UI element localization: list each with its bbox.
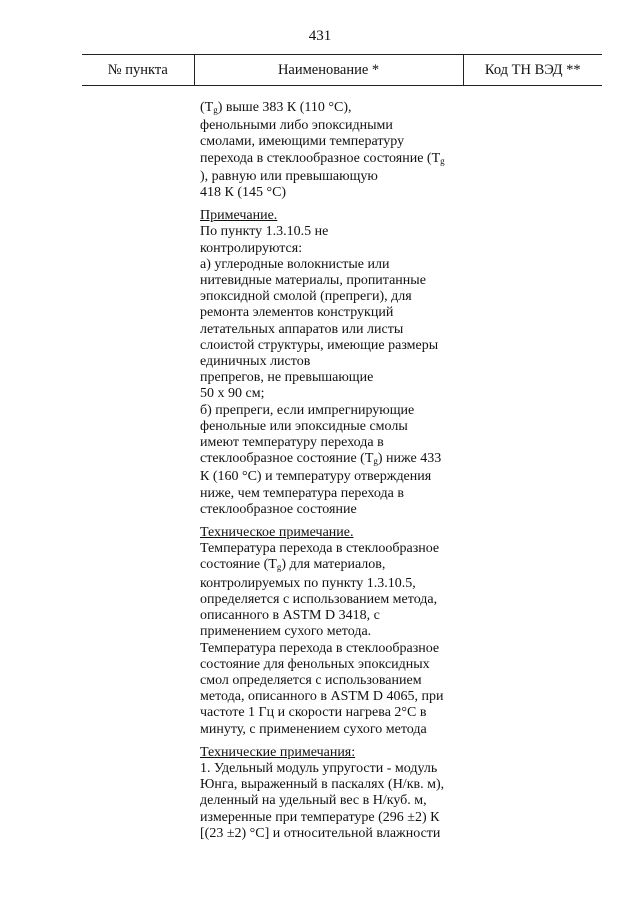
text-line: б) препреги, если импрегнирующие (200, 402, 415, 418)
text-line: препрегов, не превышающие (200, 370, 374, 386)
text-line: эпоксидной смолой (препреги), для (200, 289, 412, 305)
text-line: стеклообразное состояние $(T_g)$ ниже 433 (200, 451, 442, 467)
name-column-text (200, 100, 450, 842)
text-line: ремонта элементов конструкций (200, 305, 394, 321)
table-header (82, 54, 602, 86)
text-line: перехода в стеклообразное состояние ($T_g$ (200, 150, 445, 166)
text-line: имеют температуру перехода в (200, 435, 384, 451)
text-line: единичных листов (200, 354, 311, 370)
text-line: определяется с использованием метода, (200, 591, 438, 607)
text-line: Температура перехода в стеклообразное (200, 541, 440, 557)
text-line: состояние $(T_g)$ для материалов, (200, 557, 386, 573)
tech-notes-block (200, 745, 450, 842)
text-line: смол определяется с использованием (200, 672, 422, 688)
text-line: применением сухого метода. (200, 624, 372, 640)
text-line: $(T_g)$ выше 383 К (110 °C), (200, 100, 352, 115)
text-line: 418 К (145 °C) (200, 185, 287, 201)
tech-note-block (200, 525, 450, 738)
text-line: описанного в ASTM D 3418, с (200, 608, 380, 624)
text-line: стеклообразное состояние (200, 501, 357, 517)
tech-notes-title: Технические примечания: (200, 744, 356, 760)
text-line: минуту, с применением сухого метода (200, 721, 427, 737)
note-block (200, 208, 450, 518)
text-line: измеренные при температуре (296 ±2) К (200, 809, 440, 825)
text-line: 50 x 90 см; (200, 386, 265, 402)
text-line: состояние для фенольных эпоксидных (200, 656, 430, 672)
text-line: слоистой структуры, имеющие размеры (200, 337, 439, 353)
header-col-code: Код ТН ВЭД ** (484, 61, 581, 78)
page-number: 431 (308, 28, 332, 44)
text-line: По пункту 1.3.10.5 не (200, 224, 329, 240)
text-line: контролируются: (200, 240, 303, 256)
text-line: частоте 1 Гц и скорости нагрева 2°C в (200, 705, 427, 721)
text-line: [(23 ±2) °C] и относительной влажности (200, 825, 441, 841)
text-line: ниже, чем температура перехода в (200, 485, 404, 501)
text-line: метода, описанного в ASTM D 4065, при (200, 689, 444, 705)
intro-block (200, 100, 450, 201)
text-line: К (160 °C) и температуру отверждения (200, 469, 432, 485)
text-line: нитевидные материалы, пропитанные (200, 273, 426, 289)
text-line: Юнга, выраженный в паскалях (Н/кв. м), (200, 777, 445, 793)
text-line: смолами, имеющими температуру (200, 134, 405, 150)
text-line: деленный на удельный вес в Н/куб. м, (200, 793, 427, 809)
text-line: фенольными либо эпоксидными (200, 118, 393, 134)
text-line: контролируемых по пункту 1.3.10.5, (200, 575, 416, 591)
tech-note-title: Техническое примечание. (200, 525, 354, 541)
text-line: летательных аппаратов или листы (200, 321, 404, 337)
header-col-name: Наименование * (195, 55, 464, 85)
text-line: 1. Удельный модуль упругости - модуль (200, 760, 438, 776)
text-line: ), равную или превышающую (200, 168, 378, 184)
text-line: фенольные или эпоксидные смолы (200, 418, 408, 434)
note-title: Примечание. (200, 208, 278, 224)
text-line: а) углеродные волокнистые или (200, 256, 390, 272)
text-line: Температура перехода в стеклообразное (200, 640, 440, 656)
header-col-number: № пункта (82, 55, 195, 85)
